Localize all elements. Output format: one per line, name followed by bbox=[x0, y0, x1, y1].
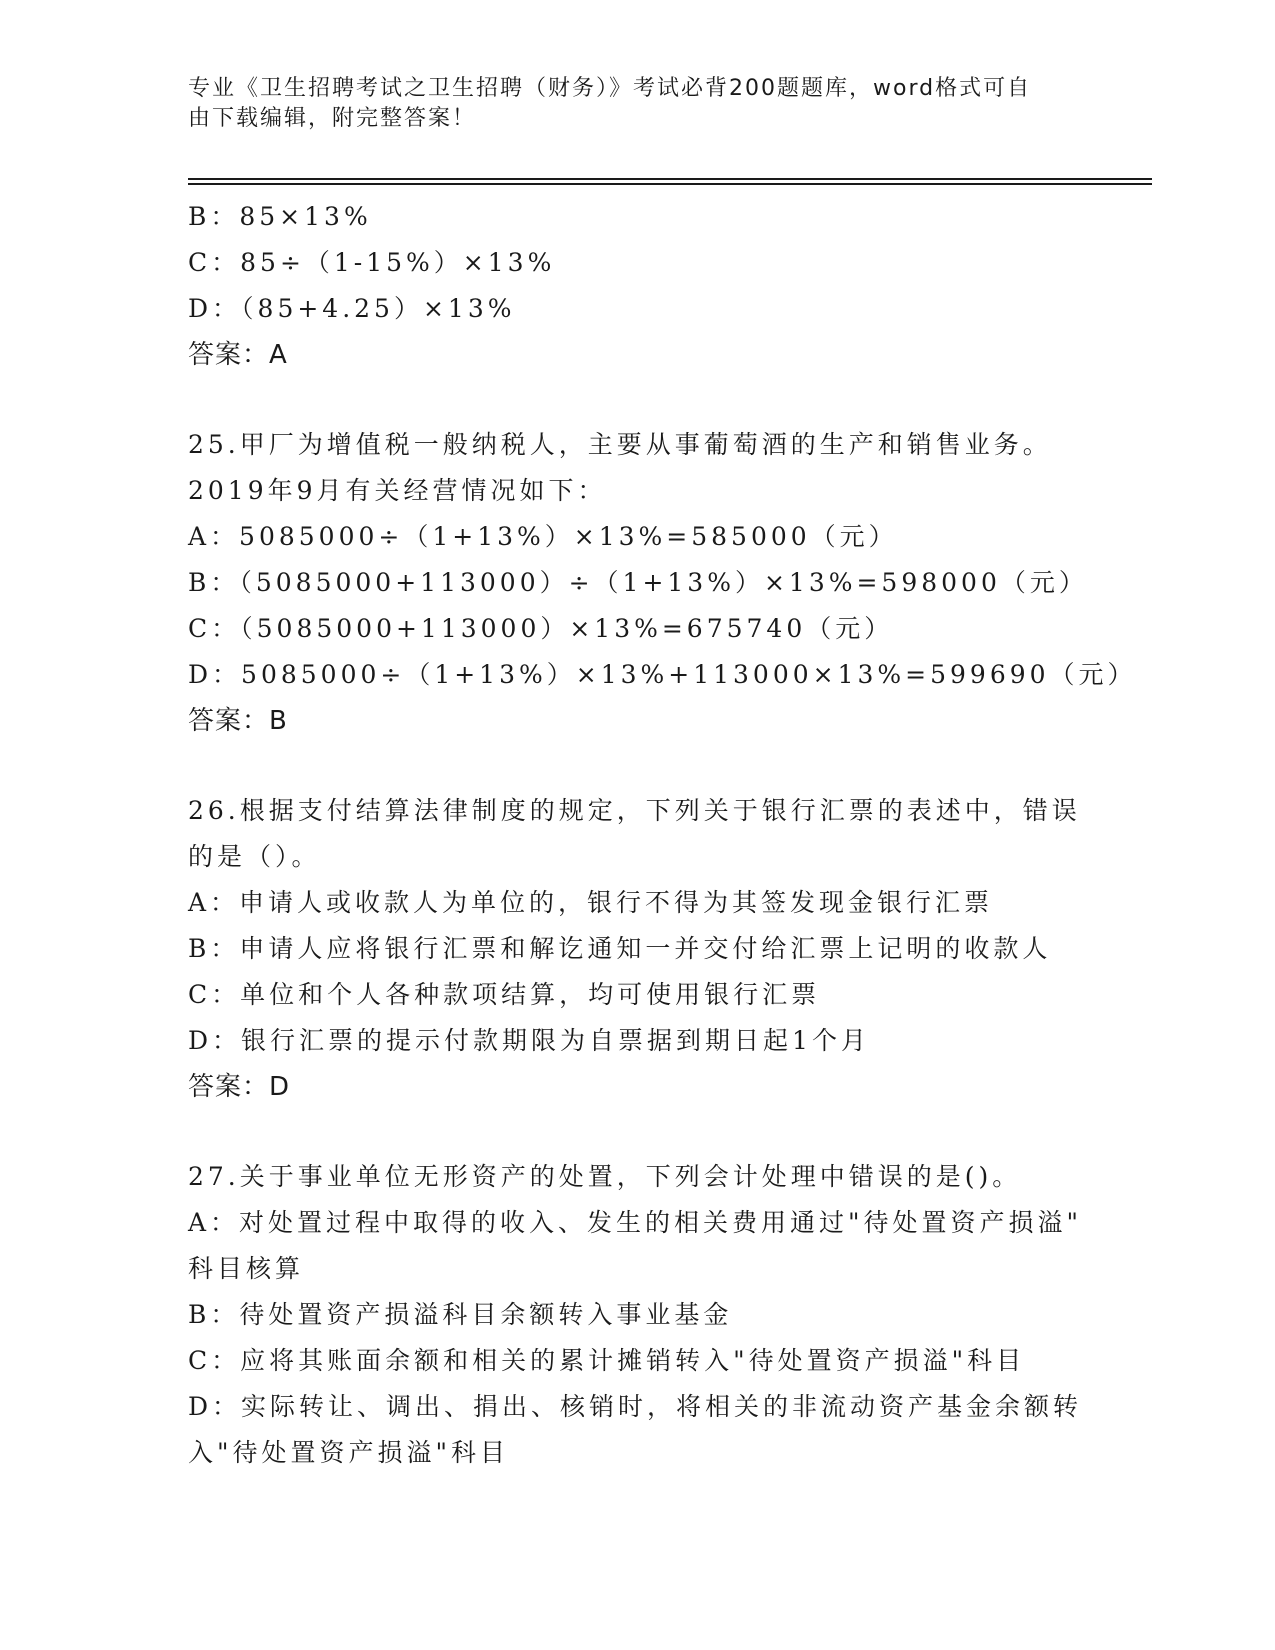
q25-option-a: A：5085000÷（1+13%）×13%=585000（元） bbox=[188, 522, 898, 551]
q26-option-a: A：申请人或收款人为单位的，银行不得为其签发现金银行汇票 bbox=[188, 888, 994, 917]
q25-option-d: D：5085000÷（1+13%）×13%+113000×13%=599690（元） bbox=[188, 660, 1137, 689]
header-divider-top bbox=[188, 178, 1152, 180]
spacer bbox=[188, 1110, 1078, 1154]
q25-stem-line-1: 25.甲厂为增值税一般纳税人，主要从事葡萄酒的生产和销售业务。 bbox=[188, 430, 1052, 459]
spacer bbox=[188, 378, 1078, 422]
q26-option-b: B：申请人应将银行汇票和解讫通知一并交付给汇票上记明的收款人 bbox=[188, 934, 1052, 963]
question-content bbox=[188, 194, 1137, 1476]
q24-option-c: C：85÷（1-15%）×13% bbox=[188, 248, 556, 277]
q24-option-b: B：85×13% bbox=[188, 202, 372, 231]
q27-option-d-line-2: 入"待处置资产损溢"科目 bbox=[188, 1438, 509, 1467]
header-title-line-2: 由下载编辑，附完整答案！ bbox=[188, 106, 477, 131]
question-26 bbox=[188, 788, 1081, 1110]
q24-option-d: D：（85+4.25）×13% bbox=[188, 294, 516, 323]
q26-stem-line-2: 的是（）。 bbox=[188, 842, 321, 871]
q27-option-b: B：待处置资产损溢科目余额转入事业基金 bbox=[188, 1300, 733, 1329]
q27-option-a-line-1: A：对处置过程中取得的收入、发生的相关费用通过"待处置资产损溢" bbox=[188, 1208, 1083, 1237]
q27-stem: 27.关于事业单位无形资产的处置，下列会计处理中错误的是()。 bbox=[188, 1162, 1022, 1191]
q25-answer: 答案：B bbox=[188, 706, 288, 736]
page-header bbox=[188, 74, 1078, 134]
q24-answer: 答案：A bbox=[188, 340, 288, 370]
q25-option-b: B：（5085000+113000）÷（1+13%）×13%=598000（元） bbox=[188, 568, 1088, 597]
q26-option-d: D：银行汇票的提示付款期限为自票据到期日起1个月 bbox=[188, 1026, 870, 1055]
spacer bbox=[188, 744, 1078, 788]
q25-option-c: C：（5085000+113000）×13%=675740（元） bbox=[188, 614, 894, 643]
q26-answer: 答案：D bbox=[188, 1072, 291, 1102]
question-24-tail bbox=[188, 194, 1078, 378]
question-27 bbox=[188, 1154, 1083, 1476]
q26-option-c: C：单位和个人各种款项结算，均可使用银行汇票 bbox=[188, 980, 821, 1009]
header-divider-bottom bbox=[188, 183, 1152, 185]
q27-option-c: C：应将其账面余额和相关的累计摊销转入"待处置资产损溢"科目 bbox=[188, 1346, 1026, 1375]
header-title-line-1: 专业《卫生招聘考试之卫生招聘（财务）》考试必背200题题库，word格式可自 bbox=[188, 76, 1032, 101]
q26-stem-line-1: 26.根据支付结算法律制度的规定，下列关于银行汇票的表述中，错误 bbox=[188, 796, 1081, 825]
question-25 bbox=[188, 422, 1137, 744]
q27-option-d-line-1: D：实际转让、调出、捐出、核销时，将相关的非流动资产基金余额转 bbox=[188, 1392, 1083, 1421]
q27-option-a-line-2: 科目核算 bbox=[188, 1254, 305, 1283]
q25-stem-line-2: 2019年9月有关经营情况如下： bbox=[188, 476, 607, 505]
